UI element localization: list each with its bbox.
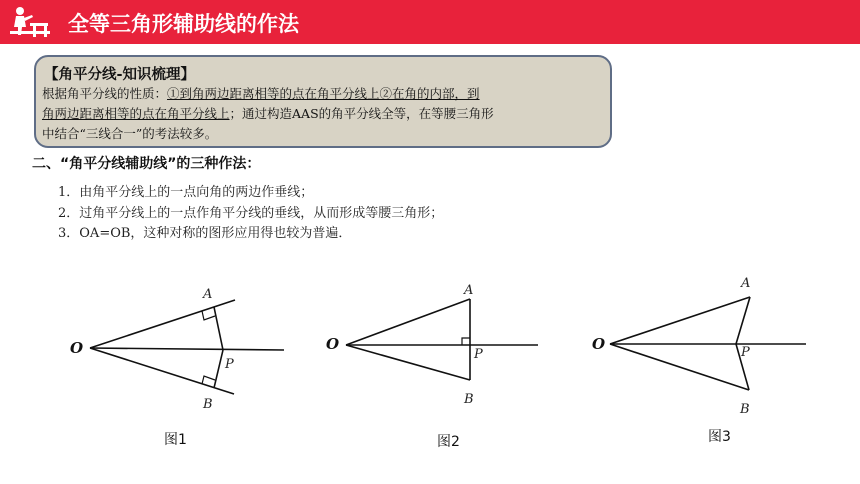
knowledge-text: ；通过构造AAS的角平分线全等，在等腰三角形	[229, 106, 494, 121]
method-item: 1．由角平分线上的一点向角的两边作垂线；	[58, 185, 314, 200]
fig2-label-b: B	[464, 392, 474, 407]
page-title: 全等三角形辅助线的作法	[68, 12, 299, 36]
knowledge-text: 根据角平分线的性质：	[42, 86, 168, 101]
fig2-label-p: P	[474, 347, 483, 362]
knowledge-line-3: 中结合“三线合一”的考法较多。	[42, 126, 218, 141]
fig2-label-o: O	[326, 335, 340, 353]
figure-1	[90, 300, 284, 394]
fig1-label-b: B	[203, 397, 213, 412]
fig3-label-o: O	[592, 335, 606, 353]
fig3-label-b: B	[740, 402, 750, 417]
figure-3	[610, 297, 806, 390]
knowledge-underlined: 角两边距离相等的点在角平分线上	[42, 106, 230, 121]
figure-1-caption: 图1	[164, 432, 187, 448]
knowledge-underlined: ②在角的内部，到	[379, 86, 480, 101]
figure-3-caption: 图3	[708, 429, 731, 445]
fig3-label-a: A	[741, 276, 751, 291]
fig3-label-p: P	[741, 345, 750, 360]
figure-2	[346, 299, 538, 380]
fig1-label-o: O	[70, 339, 84, 357]
section-heading: 二、“角平分线辅助线”的三种作法：	[32, 156, 261, 172]
knowledge-underlined: ①到角两边距离相等的点在角平分线上	[167, 86, 380, 101]
figure-2-caption: 图2	[437, 434, 460, 450]
method-item: 2．过角平分线上的一点作角平分线的垂线，从而形成等腰三角形；	[58, 205, 444, 221]
fig1-label-a: A	[203, 287, 213, 302]
knowledge-box-title: 【角平分线-知识梳理】	[44, 67, 196, 83]
fig2-label-a: A	[464, 283, 474, 298]
fig1-label-p: P	[225, 357, 234, 372]
method-item: 3．OA=OB，这种对称的图形应用得也较为普遍．	[58, 226, 352, 241]
